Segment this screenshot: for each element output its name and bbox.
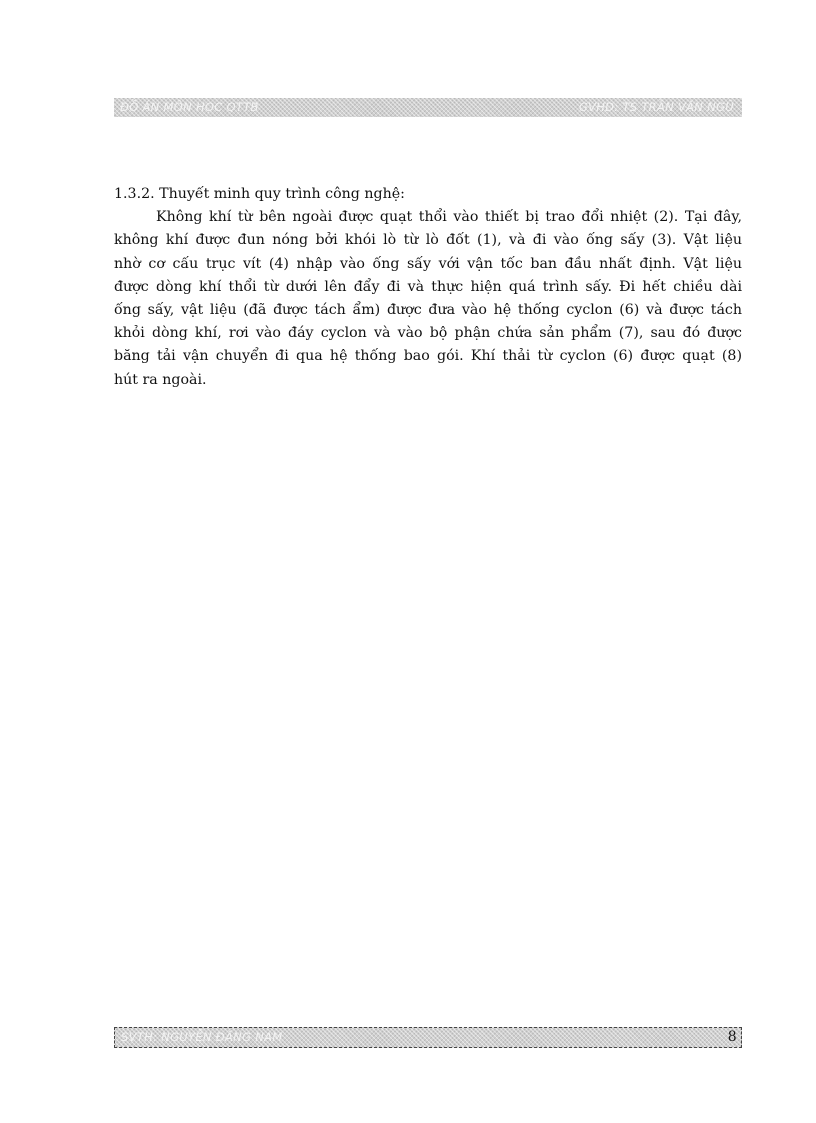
- page-number: 8: [727, 1029, 737, 1045]
- paragraph-line: nhờ cơ cấu trục vít (4) nhập vào ống sấy với vận tốc ban đầu nhất định. Vật liệu: [114, 255, 742, 272]
- page-header: [114, 98, 742, 117]
- paragraph-line: băng tải vận chuyển đi qua hệ thống bao gói. Khí thải từ cyclon (6) được quạt (8): [114, 348, 742, 365]
- paragraph-line: được dòng khí thổi từ dưới lên đẩy đi và thực hiện quá trình sấy. Đi hết chiều dài: [114, 278, 742, 295]
- header-course-title: ĐỒ ÁN MÔN HỌC QTTB: [120, 100, 259, 114]
- section-heading: 1.3.2. Thuyết minh quy trình công nghệ:: [114, 186, 405, 202]
- paragraph-line: khỏi dòng khí, rơi vào đáy cyclon và vào bộ phận chứa sản phẩm (7), sau đó được: [114, 325, 742, 342]
- paragraph-line: ống sấy, vật liệu (đã được tách ẩm) được đưa vào hệ thống cyclon (6) và được tách: [114, 302, 742, 319]
- footer-student: SVTH: NGUYỄN ĐĂNG NAM: [121, 1030, 283, 1044]
- body-paragraph: [114, 206, 742, 392]
- paragraph-line: hút ra ngoài.: [114, 371, 207, 388]
- main-content: [114, 183, 742, 392]
- paragraph-line: Không khí từ bên ngoài được quạt thổi vào thiết bị trao đổi nhiệt (2). Tại đây,: [156, 209, 742, 226]
- paragraph-line: không khí được đun nóng bởi khói lò từ lò đốt (1), và đi vào ống sấy (3). Vật liệu: [114, 232, 742, 249]
- page-footer: [114, 1027, 742, 1048]
- header-supervisor: GVHD: TS TRẦN VĂN NGŨ: [578, 100, 734, 114]
